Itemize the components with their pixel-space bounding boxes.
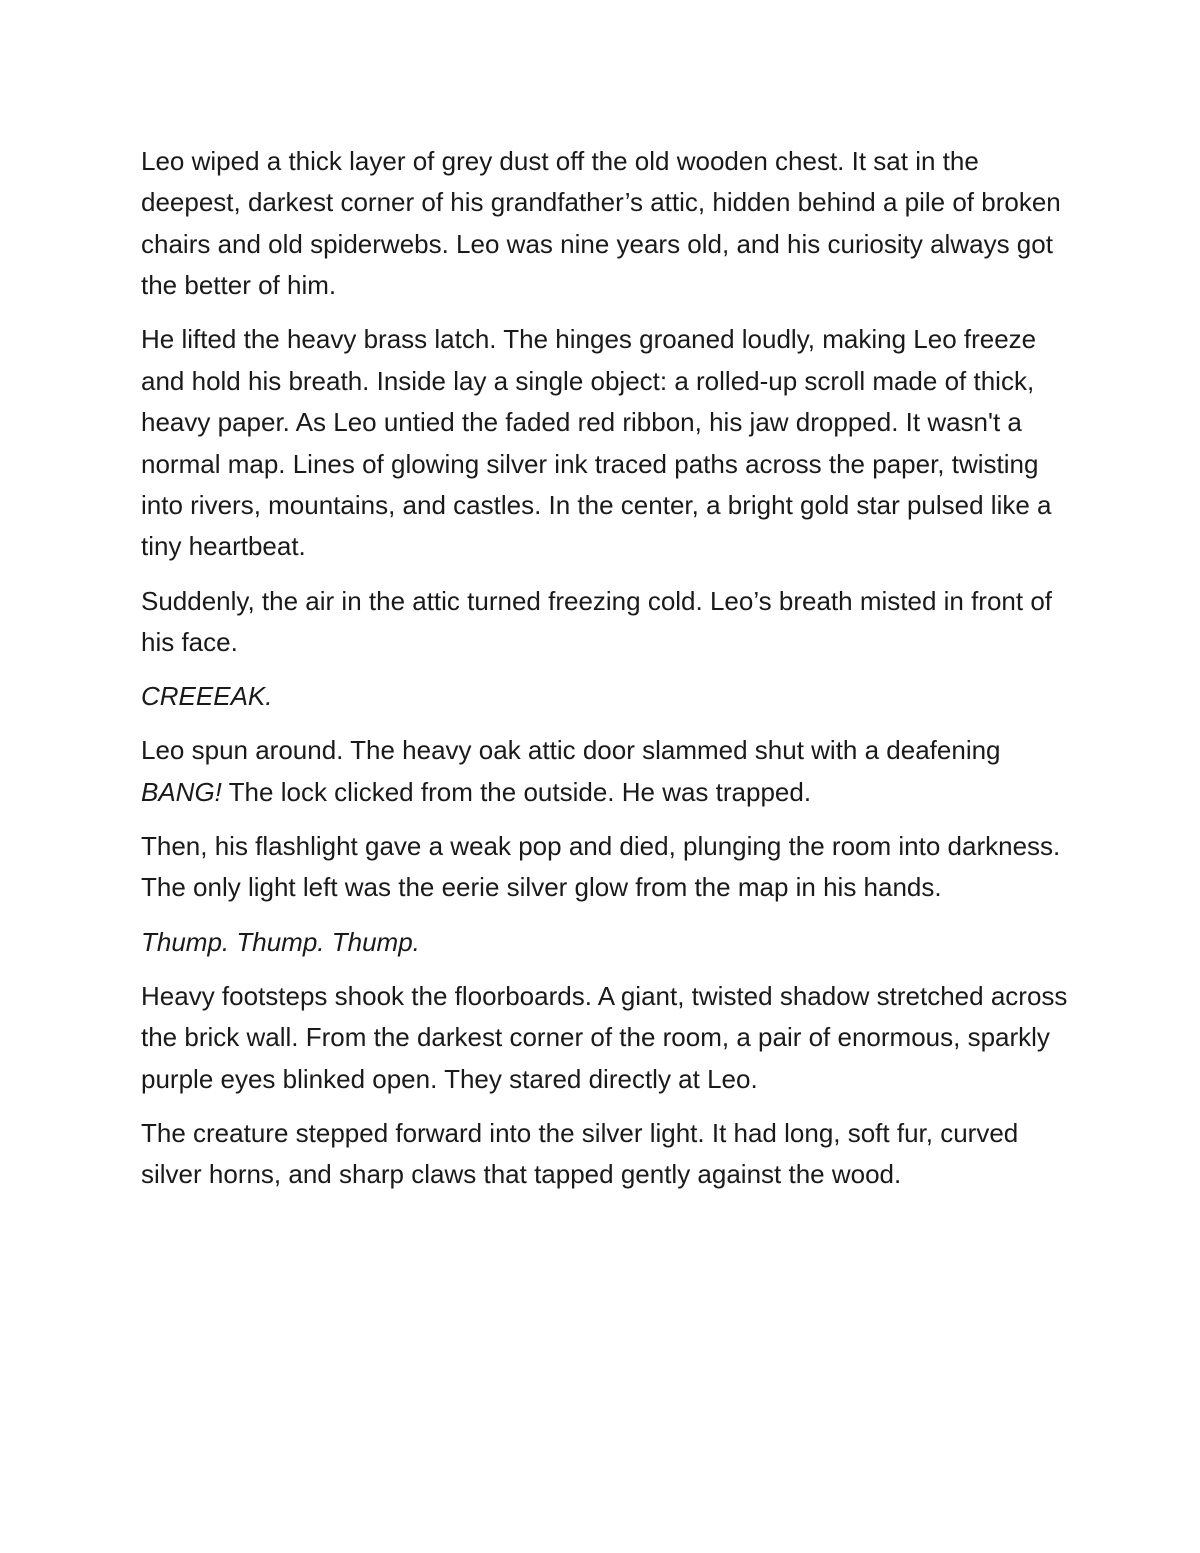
paragraph-creature: The creature stepped forward into the silver light. It had long, soft fur, curved silver horns, and sharp claws that tapped gently against the wood. — [141, 1117, 1019, 1190]
paragraph-map: He lifted the heavy brass latch. The hinges groaned loudly, making Leo freeze and hold his breath. Inside lay a single object: a rolled-up scroll made of thick, heavy paper. As Leo untied the faded red ribbon, his jaw dropped. It wasn't a normal map. Lines of glowing silver ink traced paths across the paper, twisting into rivers, mountains, and castles. In the center, a bright gold star pulsed like a tiny heartbeat. — [141, 324, 1052, 562]
paragraph-footsteps: Heavy footsteps shook the floorboards. A giant, twisted shadow stretched across the brick wall. From the darkest corner of the room, a pair of enormous, sparkly purple eyes blinked open. They stared directly at Leo. — [141, 980, 1068, 1094]
paragraph-cold: Suddenly, the air in the attic turned freezing cold. Leo’s breath misted in front of his face. — [141, 585, 1053, 658]
paragraph-thump: Thump. Thump. Thump. — [141, 926, 420, 957]
bang-emphasis: BANG! — [141, 776, 222, 807]
paragraph-flashlight: Then, his flashlight gave a weak pop and died, plunging the room into darkness. The only light left was the eerie silver glow from the map in his hands. — [141, 831, 1061, 903]
door-text-end: The lock clicked from the outside. He was trapped. — [221, 776, 812, 807]
paragraph-door — [141, 730, 1071, 813]
story-text — [141, 141, 1071, 1209]
door-text-start: Leo spun around. The heavy oak attic door slammed shut with a deafening — [141, 735, 1001, 766]
paragraph-chest: Leo wiped a thick layer of grey dust off the old wooden chest. It sat in the deepest, darkest corner of his grandfather’s attic, hidden behind a pile of broken chairs and old spiderwebs. Leo was nine years old, and his curiosity always got the better of him. — [141, 146, 1061, 301]
paragraph-creak: CREEEAK. — [141, 681, 273, 712]
